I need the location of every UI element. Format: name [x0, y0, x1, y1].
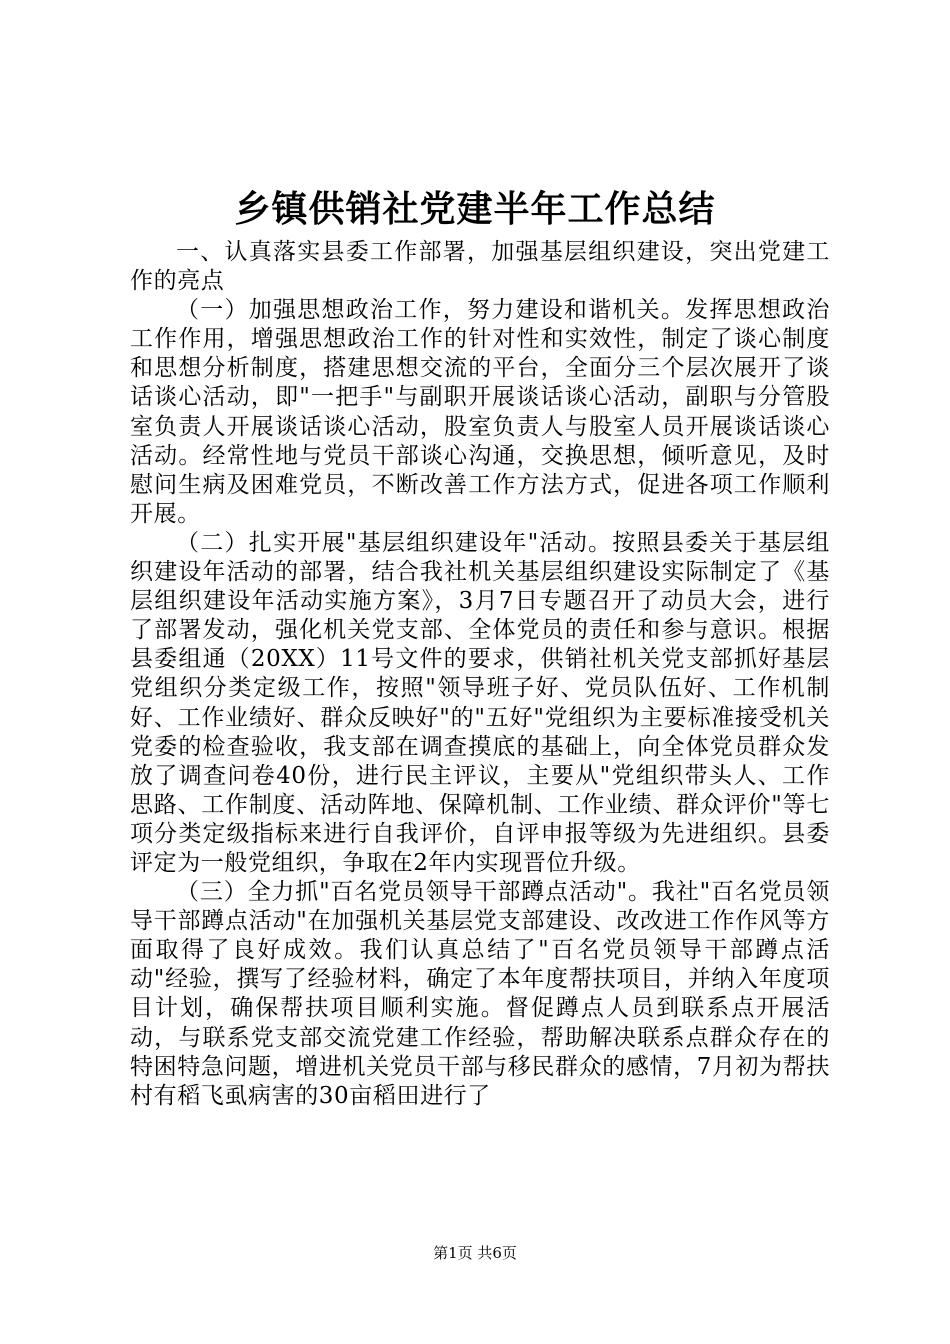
section-heading-1: 一、认真落实县委工作部署，加强基层组织建设，突出党建工作的亮点 — [130, 239, 830, 295]
document-title: 乡镇供销社党建半年工作总结 — [234, 188, 716, 230]
page-number-footer: 第1页 共6页 — [433, 1244, 517, 1262]
paragraph-1: （一）加强思想政治工作，努力建设和谐机关。发挥思想政治工作作用，增强思想政治工作的针对性和实效性，制定了谈心制度和思想分析制度，搭建思想交流的平台，全面分三个层次展开了谈话谈心活动，即"一把手"与副职开展谈话谈心活动，副职与分管股室负责人开展谈话谈心活动，股室负责人与股室人员开展谈话谈心活动。经常性地与党员干部谈心沟通，交换思想，倾听意见，及时慰问生病及困难党员，不断改善工作方法方式，促进各项工作顺利开展。 — [130, 297, 830, 527]
paragraph-3: （三）全力抓"百名党员领导干部蹲点活动"。我社"百名党员领导干部蹲点活动"在加强机关基层党支部建设、改改进工作作风等方面取得了良好成效。我们认真总结了"百名党员领导干部蹲点活动"经验，撰写了经验材料，确定了本年度帮扶项目，并纳入年度项目计划，确保帮扶项目顺利实施。督促蹲点人员到联系点开展活动，与联系党支部交流党建工作经验，帮助解决联系点群众存在的特困特急问题，增进机关党员干部与移民群众的感情，7月初为帮扶村有稻飞虱病害的30亩稻田进行了 — [130, 879, 830, 1109]
paragraph-2: （二）扎实开展"基层组织建设年"活动。按照县委关于基层组织建设年活动的部署，结合我社机关基层组织建设实际制定了《基层组织建设年活动实施方案》，3月7日专题召开了动员大会，进行了部署发动，强化机关党支部、全体党员的责任和参与意识。根据县委组通（20XX）11号文件的要求，供销社机关党支部抓好基层党组织分类定级工作，按照"领导班子好、党员队伍好、工作机制好、工作业绩好、群众反映好"的"五好"党组织为主要标准接受机关党委的检查验收，我支部在调查摸底的基础上，向全体党员群众发放了调查问卷40份，进行民主评议，主要从"党组织带头人、工作思路、工作制度、活动阵地、保障机制、工作业绩、群众评价"等七项分类定级指标来进行自我评价，自评申报等级为先进组织。县委评定为一般党组织，争取在2年内实现晋位升级。 — [130, 529, 830, 876]
document-body — [130, 238, 830, 1111]
